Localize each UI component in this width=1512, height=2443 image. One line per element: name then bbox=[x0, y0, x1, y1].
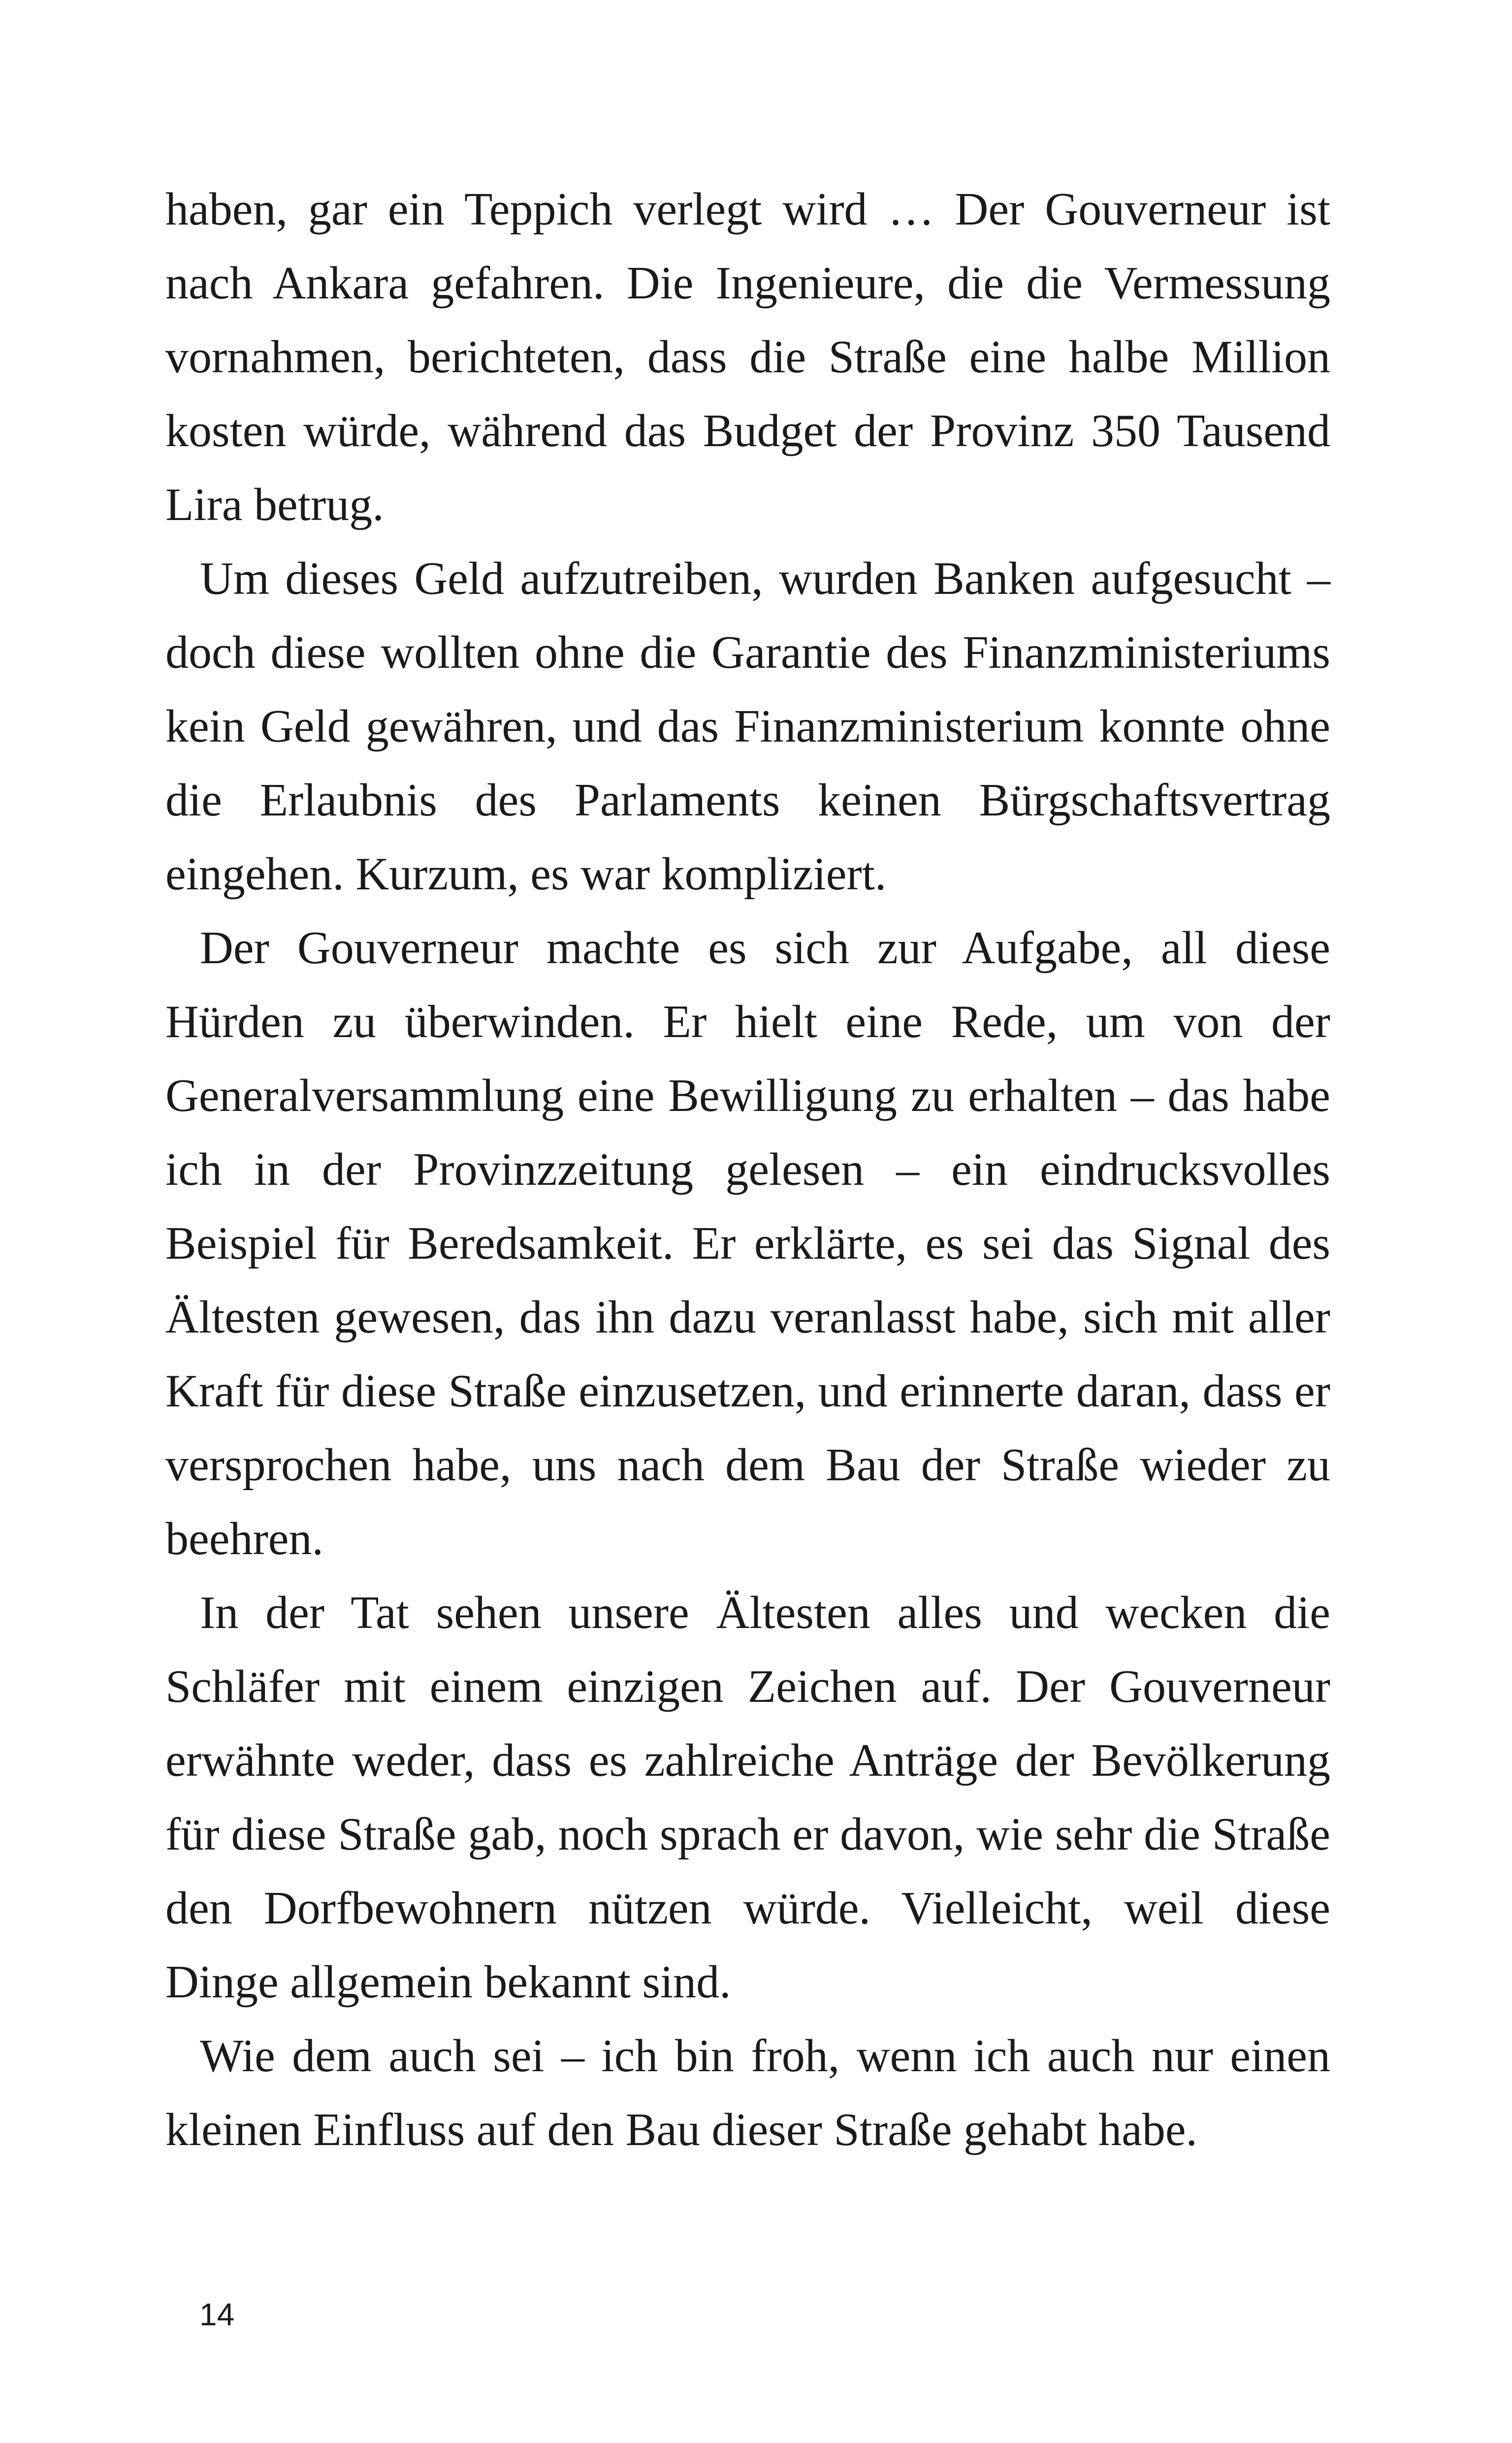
paragraph-3: Der Gouverneur machte es sich zur Aufgabe, all diese Hürden zu überwinden. Er hielt eine Rede, um von der Generalversammlung eine Bewilligung zu erhalten – das habe ich in der Provinzzeitung gelesen – ein eindrucksvolles Beispiel für Beredsamkeit. Er erklärte, es sei das Signal des Ältesten gewesen, das ihn dazu veranlasst habe, sich mit aller Kraft für diese Straße einzusetzen, und erinnerte daran, dass er versprochen habe, uns nach dem Bau der Straße wieder zu beehren. bbox=[165, 922, 1330, 1564]
paragraph-4: In der Tat sehen unsere Ältesten alles und wecken die Schläfer mit einem einzigen Zeichen auf. Der Gouverneur erwähnte weder, dass es zahlreiche Anträge der Bevölkerung für diese Straße gab, noch sprach er davon, wie sehr die Straße den Dorfbewohnern nützen würde. Vielleicht, weil diese Dinge allgemein bekannt sind. bbox=[165, 1587, 1330, 2008]
paragraph-5: Wie dem auch sei – ich bin froh, wenn ich auch nur einen kleinen Einfluss auf den Bau dieser Straße gehabt habe. bbox=[165, 2030, 1330, 2155]
paragraph-2: Um dieses Geld aufzutreiben, wurden Banken aufgesucht – doch diese wollten ohne die Garantie des Finanzministeriums kein Geld gewähren, und das Finanzministerium konnte ohne die Erlaubnis des Parlaments keinen Bürgschaftsvertrag eingehen. Kurzum, es war kompliziert. bbox=[165, 553, 1330, 900]
paragraph-1: haben, gar ein Teppich verlegt wird … Der Gouverneur ist nach Ankara gefahren. Die Ingenieure, die die Vermessung vornahmen, berichteten, dass die Straße eine halbe Million kosten würde, während das Budget der Provinz 350 Tausend Lira betrug. bbox=[165, 184, 1330, 530]
body-text bbox=[165, 172, 1330, 2167]
page-number: 14 bbox=[199, 2297, 235, 2332]
